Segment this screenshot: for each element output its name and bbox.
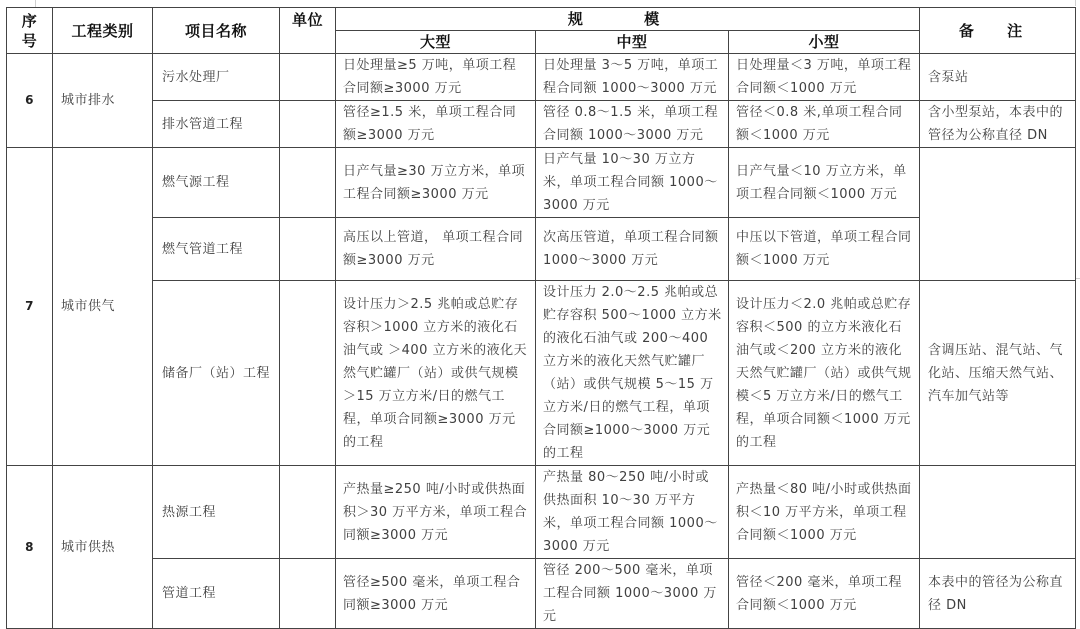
small-scale-cell: 管径＜0.8 米,单项工程合同额＜1000 万元 — [729, 101, 920, 148]
header-scale-label: 规 模 — [567, 10, 688, 28]
medium-scale-cell: 次高压管道，单项工程合同额 1000～3000 万元 — [536, 218, 729, 281]
remarks-cell: 本表中的管径为公称直径 DN — [920, 559, 1076, 629]
small-scale-cell: 产热量＜80 吨/小时或供热面积＜10 万平方米，单项工程合同额＜1000 万元 — [729, 466, 920, 559]
small-scale-cell: 设计压力＜2.0 兆帕或总贮存容积＜500 的立方米液化石油气或＜200 立方米的液化天然气贮罐厂（站）或供气规模＜5 万立方米/日的燃气工程，单项合同额＜1000 万元的工程 — [729, 281, 920, 466]
page-margin-mark — [35, 0, 36, 7]
remarks-cell: 含小型泵站，本表中的管径为公称直径 DN — [920, 101, 1076, 148]
header-remarks — [920, 8, 1076, 54]
header-project: 项目名称 — [153, 8, 280, 54]
small-scale-cell: 管径＜200 毫米，单项工程合同额＜1000 万元 — [729, 559, 920, 629]
large-scale-cell: 日处理量≥5 万吨，单项工程合同额≥3000 万元 — [336, 54, 536, 101]
medium-scale-cell: 管径 0.8～1.5 米，单项工程合同额 1000～3000 万元 — [536, 101, 729, 148]
header-remarks-label: 备 注 — [958, 21, 1037, 40]
header-small: 小型 — [729, 31, 920, 54]
seq-cell: 8 — [7, 466, 53, 629]
large-scale-cell: 设计压力＞2.5 兆帕或总贮存容积＞1000 立方米的液化石油气或 ＞400 立方米的液化天然气贮罐厂（站）或供气规模＞15 万立方米/日的燃气工程，单项合同额≥3000 万元的工程 — [336, 281, 536, 466]
header-category: 工程类别 — [53, 8, 153, 54]
seq-cell: 6 — [7, 54, 53, 148]
header-medium: 中型 — [536, 31, 729, 54]
category-cell: 城市供气 — [53, 148, 153, 466]
medium-scale-cell: 产热量 80～250 吨/小时或供热面积 10～30 万平方米，单项工程合同额 1000～3000 万元 — [536, 466, 729, 559]
unit-cell — [280, 148, 336, 218]
seq-cell: 7 — [7, 148, 53, 466]
table-row — [7, 148, 1076, 218]
medium-scale-cell: 设计压力 2.0～2.5 兆帕或总贮存容积 500～1000 立方米的液化石油气或 200～400 立方米的液化天然气贮罐厂（站）或供气规模 5～15 万立方米/日的燃气工程，单项合同额≥1000～3000 万元的工程 — [536, 281, 729, 466]
project-cell: 排水管道工程 — [153, 101, 280, 148]
unit-cell — [280, 281, 336, 466]
remarks-cell — [920, 148, 1076, 281]
unit-cell — [280, 54, 336, 101]
large-scale-cell: 管径≥1.5 米，单项工程合同额≥3000 万元 — [336, 101, 536, 148]
medium-scale-cell: 日处理量 3～5 万吨，单项工程合同额 1000～3000 万元 — [536, 54, 729, 101]
remarks-cell — [920, 466, 1076, 559]
unit-cell — [280, 101, 336, 148]
project-cell: 热源工程 — [153, 466, 280, 559]
table-row — [7, 559, 1076, 629]
project-cell: 燃气源工程 — [153, 148, 280, 218]
header-seq-line2: 号 — [21, 31, 38, 50]
table-row — [7, 218, 1076, 281]
header-unit: 单位 — [280, 8, 336, 54]
table-row — [7, 281, 1076, 466]
remarks-cell: 含调压站、混气站、气化站、压缩天然气站、汽车加气站等 — [920, 281, 1076, 466]
table-row — [7, 466, 1076, 559]
medium-scale-cell: 日产气量 10～30 万立方米，单项工程合同额 1000～3000 万元 — [536, 148, 729, 218]
header-scale — [336, 8, 920, 31]
table-row — [7, 54, 1076, 101]
small-scale-cell: 日处理量＜3 万吨，单项工程合同额＜1000 万元 — [729, 54, 920, 101]
category-cell: 城市排水 — [53, 54, 153, 148]
project-cell: 储备厂（站）工程 — [153, 281, 280, 466]
unit-cell — [280, 218, 336, 281]
project-cell: 燃气管道工程 — [153, 218, 280, 281]
header-seq-line1: 序 — [21, 11, 38, 30]
small-scale-cell: 中压以下管道，单项工程合同额＜1000 万元 — [729, 218, 920, 281]
large-scale-cell: 高压以上管道， 单项工程合同额≥3000 万元 — [336, 218, 536, 281]
small-scale-cell: 日产气量＜10 万立方米，单项工程合同额＜1000 万元 — [729, 148, 920, 218]
header-large: 大型 — [336, 31, 536, 54]
category-cell: 城市供热 — [53, 466, 153, 629]
header-seq — [7, 8, 53, 54]
large-scale-cell: 日产气量≥30 万立方米，单项工程合同额≥3000 万元 — [336, 148, 536, 218]
unit-cell — [280, 466, 336, 559]
large-scale-cell: 产热量≥250 吨/小时或供热面积＞30 万平方米，单项工程合同额≥3000 万元 — [336, 466, 536, 559]
project-cell: 污水处理厂 — [153, 54, 280, 101]
page-margin-mark — [1075, 0, 1076, 6]
project-scale-table — [6, 7, 1076, 629]
large-scale-cell: 管径≥500 毫米，单项工程合同额≥3000 万元 — [336, 559, 536, 629]
project-cell: 管道工程 — [153, 559, 280, 629]
table-row — [7, 101, 1076, 148]
unit-cell — [280, 559, 336, 629]
remarks-cell: 含泵站 — [920, 54, 1076, 101]
medium-scale-cell: 管径 200～500 毫米，单项工程合同额 1000～3000 万元 — [536, 559, 729, 629]
